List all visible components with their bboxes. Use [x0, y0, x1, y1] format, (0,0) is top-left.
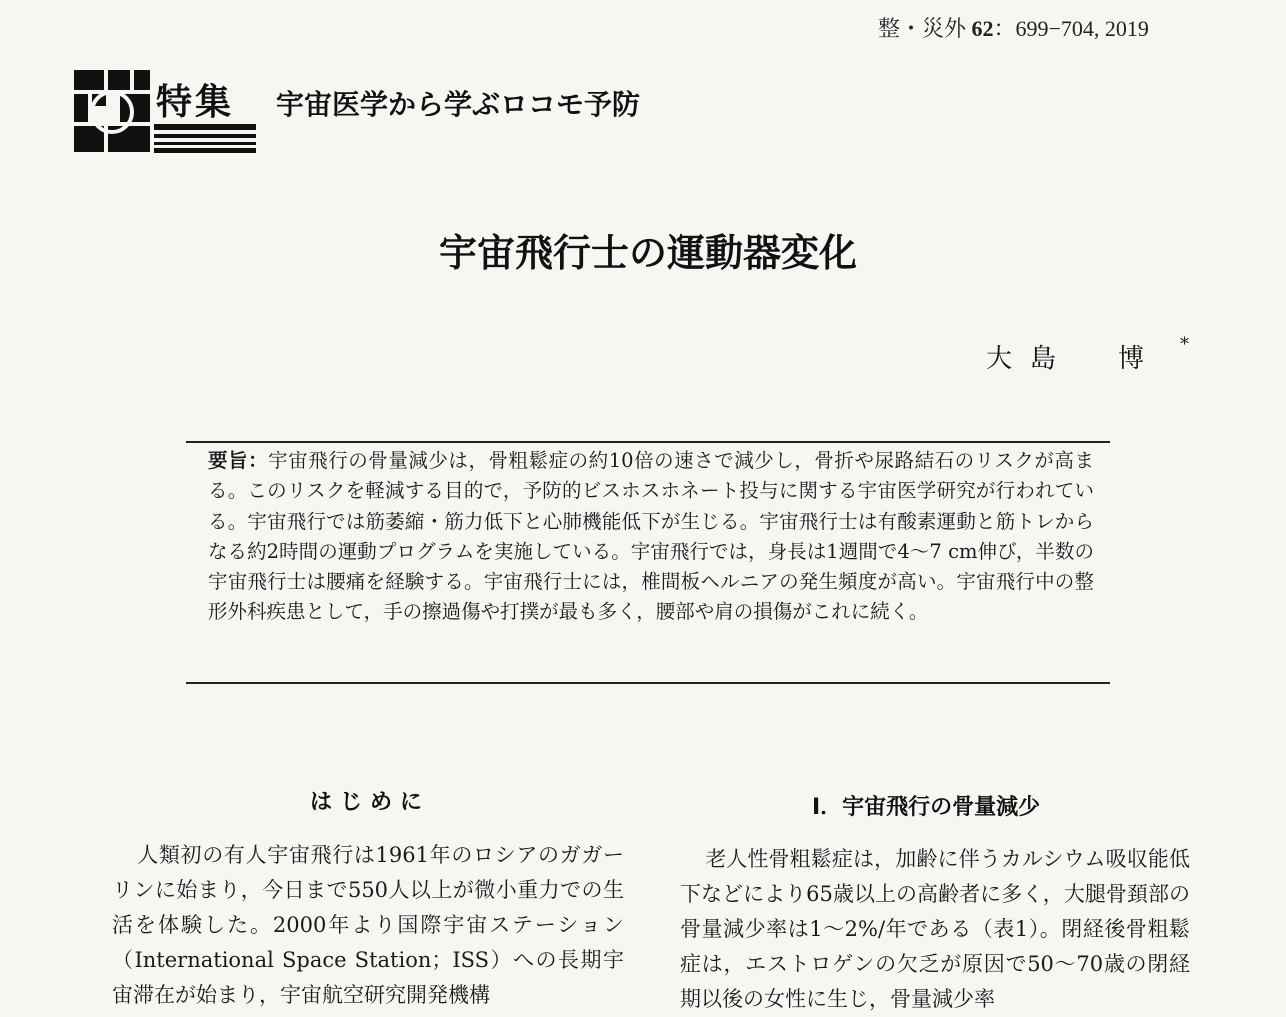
abstract-text: 宇宙飛行の骨量減少は，骨粗鬆症の約10倍の速さで減少し，骨折や尿路結石のリスクが高まる。このリスクを軽減する目的で，予防的ビスホスホネート投与に関する宇宙医学研究が行われている。宇宙飛行では筋萎縮・筋力低下と心肺機能低下が生じる。宇宙飛行士は有酸素運動と筋トレからなる約2時間の運動プログラムを実施している。宇宙飛行では，身長は1週間で4〜7 cm伸び，半数の宇宙飛行士は腰痛を経験する。宇宙飛行士には，椎間板ヘルニアの発生頻度が高い。宇宙飛行中の整形外科疾患として，手の擦過傷や打撲が最も多く，腰部や肩の損傷がこれに続く。 [208, 449, 1094, 624]
author-name: 大島 博 [986, 344, 1163, 374]
section1-text: 老人性骨粗鬆症は，加齢に伴うカルシウム吸収能低下などにより65歳以上の高齢者に多く，大腿骨頚部の骨量減少率は1〜2%/年である（表1）。閉経後骨粗鬆症は，エストロゲンの欠乏が原因で50〜70歳の閉経期以後の女性に生じ，骨量減少率 [680, 847, 1190, 1011]
feature-series-title: 宇宙医学から学ぶロコモ予防 [276, 88, 641, 121]
journal-volume: 62 [971, 16, 994, 41]
intro-heading: はじめに [310, 790, 431, 815]
abstract-bottom-rule [186, 682, 1110, 684]
journal-name: 整・災外 [878, 16, 967, 41]
author-affiliation-mark: * [1180, 334, 1189, 355]
feature-series-label: 特集 [156, 82, 235, 123]
abstract-top-rule [186, 441, 1110, 443]
journal-citation [878, 12, 1149, 43]
article-title: 宇宙飛行士の運動器変化 [438, 231, 857, 275]
abstract [208, 446, 1094, 628]
intro-text: 人類初の有人宇宙飛行は1961年のロシアのガガーリンに始まり，今日まで550人以上が微小重力での生活を体験した。2000年より国際宇宙ステーション（International Space Station；ISS）への長期宇宙滞在が始まり，宇宙航空研究開発機構 [112, 843, 624, 1007]
abstract-label: 要旨： [208, 449, 269, 472]
section1-heading: I．宇宙飛行の骨量減少 [812, 795, 1041, 820]
journal-pages: ：699−704, 2019 [993, 16, 1149, 41]
